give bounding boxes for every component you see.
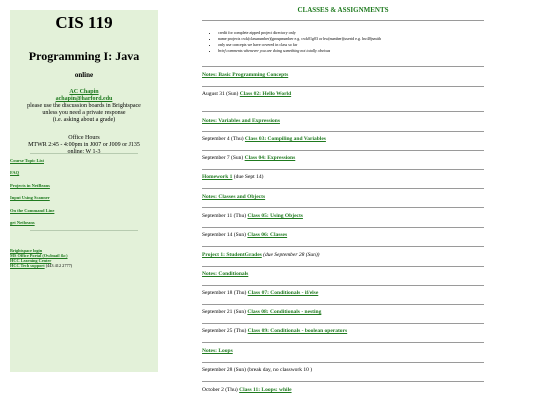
nav-link-get-netbeans[interactable]: get Netbeans: [10, 220, 35, 225]
row-rule: [202, 207, 484, 208]
nav-link-topic-list[interactable]: Course Topic List: [10, 158, 45, 163]
homework-row: [202, 174, 263, 181]
course-name: Programming I: Java: [28, 49, 140, 63]
row-rule: [202, 381, 484, 382]
class-link[interactable]: Class 03: Compiling and Variables: [244, 136, 326, 142]
row-rule: [202, 150, 484, 151]
class-date: September 11 (Thu): [202, 213, 247, 219]
break-date: September 28 (Sun): [202, 367, 246, 373]
assignment-notes: [212, 30, 381, 54]
tech-support-link[interactable]: HCC Tech support: [10, 263, 45, 268]
row-rule: [202, 304, 484, 305]
class-link[interactable]: Class 11: Loops: while: [239, 387, 292, 393]
class-date: September 25 (Thu): [202, 328, 247, 334]
instructor-note-1: please use the discussion boards in Brightspace: [27, 103, 141, 109]
class-row: [202, 328, 347, 335]
class-link[interactable]: Class 02: Hello World: [239, 91, 292, 97]
class-link[interactable]: Class 04: Expressions: [244, 155, 296, 161]
class-date: October 2 (Thu): [202, 387, 238, 393]
note-item: • only use concepts we have covered in class so far: [218, 42, 381, 48]
row-rule: [202, 131, 484, 132]
tech-support-phone: (443 412 2777): [45, 263, 73, 268]
section-row: [202, 194, 265, 201]
office-hours-title: Office Hours: [68, 135, 100, 141]
row-rule: [202, 323, 484, 324]
class-row: [202, 213, 303, 220]
nav-link-input-scanner[interactable]: Input Using Scanner: [10, 195, 50, 200]
support-links: [10, 248, 72, 268]
row-rule: [202, 86, 484, 87]
row-rule: [202, 227, 484, 228]
class-row: [202, 232, 287, 239]
row-rule: [202, 362, 484, 363]
section-row: [202, 118, 280, 125]
note-item: • credit for complete zipped project directory only: [218, 30, 381, 36]
class-link[interactable]: Class 09: Conditionals - boolean operators: [247, 328, 348, 334]
instructor-name-link[interactable]: AC Chapin: [69, 89, 99, 95]
row-rule: [202, 111, 484, 112]
course-mode: online: [74, 71, 94, 79]
class-date: September 7 (Sun): [202, 155, 244, 161]
notes-rule: [202, 66, 484, 67]
course-code: CIS 119: [55, 13, 113, 32]
class-link[interactable]: Class 05: Using Objects: [247, 213, 303, 219]
class-row: [202, 136, 326, 143]
notes-basic-link[interactable]: Notes: Basic Programming Concepts: [202, 72, 289, 78]
notes-loops-link[interactable]: Notes: Loops: [202, 348, 233, 354]
class-row: [202, 387, 292, 394]
instructor-email-link[interactable]: achapin@harford.edu: [55, 96, 113, 102]
class-date: September 21 (Sun): [202, 309, 246, 315]
sidebar: [10, 10, 158, 372]
nav-link-projects-netbeans[interactable]: Projects in NetBeans: [10, 183, 50, 188]
main-content: [202, 0, 484, 405]
class-link[interactable]: Class 06: Classes: [247, 232, 288, 238]
notes-conditionals-link[interactable]: Notes: Conditionals: [202, 271, 249, 277]
class-date: September 4 (Thu): [202, 136, 244, 142]
instructor-block: [10, 89, 158, 124]
break-note: (break day, no classwork 10 ): [247, 367, 313, 373]
note-item: • brief comments whenever you are doing something not totally obvious: [218, 48, 381, 54]
notes-variables-link[interactable]: Notes: Variables and Expressions: [202, 118, 280, 124]
section-row: [202, 72, 288, 79]
class-link[interactable]: Class 08: Conditionals - nesting: [247, 309, 322, 315]
project-due: (due September 28 (Sun)): [263, 252, 320, 258]
instructor-note-3: (i.e. asking about a grade): [52, 117, 116, 123]
row-rule: [202, 342, 484, 343]
project-row: [202, 252, 320, 259]
class-row: [202, 91, 291, 98]
class-row: [202, 290, 318, 297]
nav-link-command-line[interactable]: On the Command Line: [10, 208, 55, 213]
notes-classes-link[interactable]: Notes: Classes and Objects: [202, 194, 266, 200]
section-row: [202, 271, 248, 278]
title-rule: [202, 20, 484, 21]
section-row: [202, 348, 233, 355]
break-row: [202, 367, 312, 374]
office-hours-line-1: MTWR 2:45 - 4:00pm in J007 or J009 or J135: [28, 142, 140, 148]
ms-office-portal-link[interactable]: MS Office Portal (Owlmail &c): [10, 253, 68, 258]
brightspace-login-link[interactable]: Brightspace login: [10, 248, 43, 253]
nav-link-faq[interactable]: FAQ: [10, 170, 20, 175]
learning-center-link[interactable]: HCC Learning Center: [10, 258, 52, 263]
class-date: September 14 (Sun): [202, 232, 246, 238]
class-date: August 31 (Sun): [202, 91, 239, 97]
sidebar-divider-bottom: [30, 230, 138, 231]
office-hours-line-2: online: W 1-3: [67, 149, 101, 155]
homework-due: (due Sept 14): [233, 174, 264, 180]
note-item: • name projects cwk(classnumber)(groupnumber e.g. cwk01g03 or hw(number)(userid e.g. hw40jsmith: [218, 36, 381, 42]
class-date: September 18 (Thu): [202, 290, 247, 296]
page-title: CLASSES & ASSIGNMENTS: [297, 6, 389, 14]
homework-link[interactable]: Homework 1: [202, 174, 233, 180]
row-rule: [202, 169, 484, 170]
row-rule: [202, 188, 484, 189]
class-link[interactable]: Class 07: Conditionals - if/else: [247, 290, 319, 296]
row-rule: [202, 246, 484, 247]
row-rule: [202, 285, 484, 286]
row-rule: [202, 266, 484, 267]
instructor-note-2: unless you need a private response: [42, 110, 126, 116]
project-link[interactable]: Project 1: StudentGrades: [202, 252, 262, 258]
class-row: [202, 155, 295, 162]
sidebar-divider-top: [30, 153, 138, 154]
class-row: [202, 309, 321, 316]
